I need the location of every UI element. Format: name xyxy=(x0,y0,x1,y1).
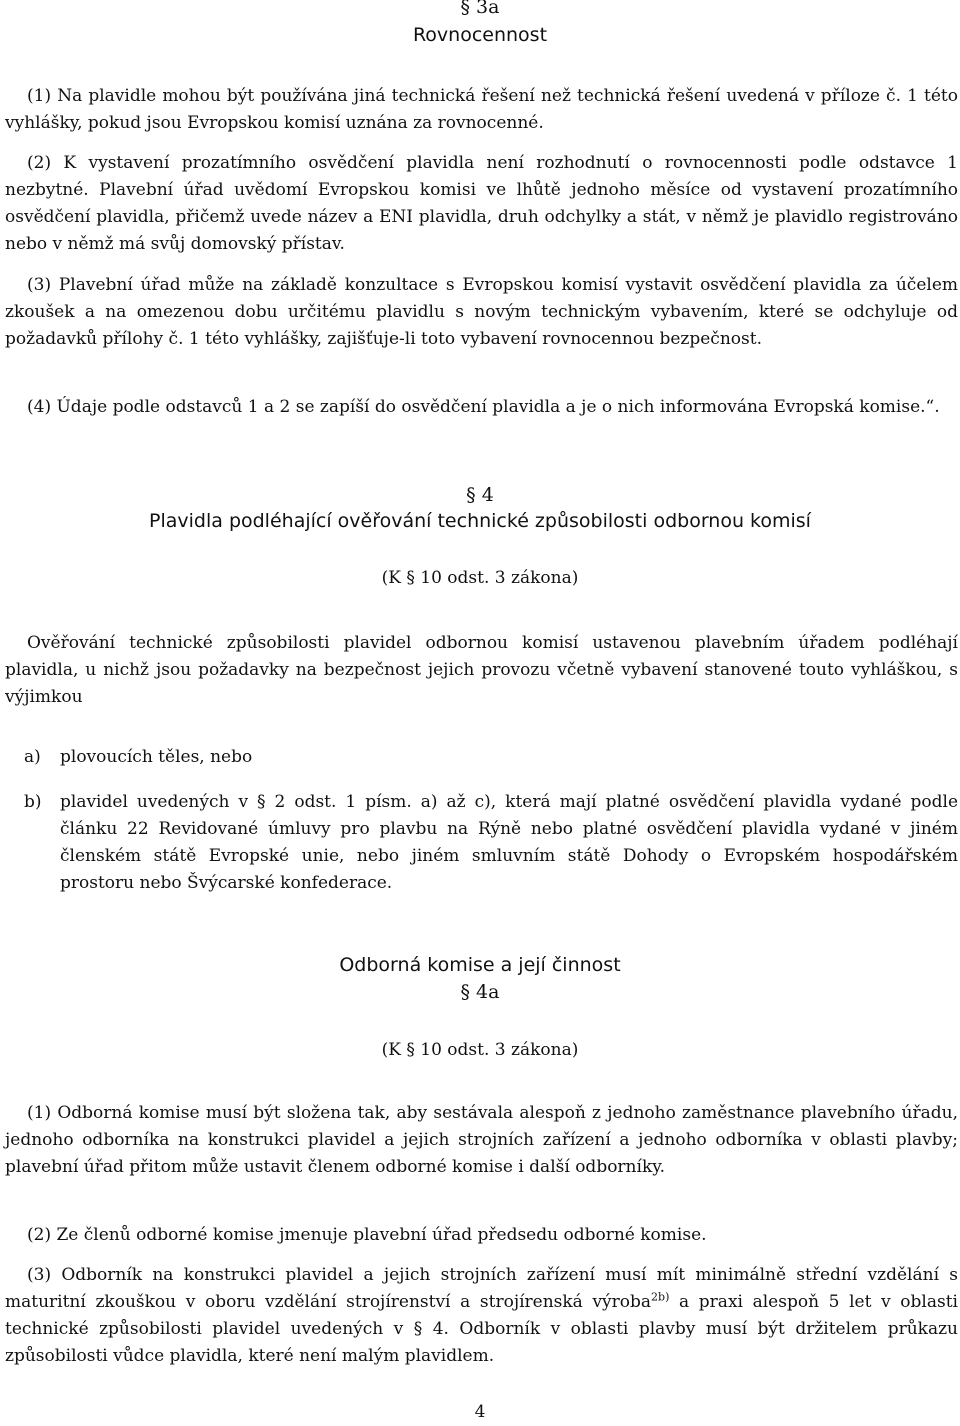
section-number-4: § 4 xyxy=(466,484,494,506)
list-item-text: plovoucích těles, nebo xyxy=(60,747,253,767)
paragraph-4a-3-part1: (3) Odborník na konstrukci plavidel a jejich strojních zařízení musí mít minimálně střední vzdělání s maturitní zkouškou v oboru vzdělání strojírenství a strojírenská výroba xyxy=(5,1265,958,1312)
list-item-b xyxy=(24,789,958,897)
paragraph-3a-4: (4) Údaje podle odstavců 1 a 2 se zapíší do osvědčení plavidla a je o nich informována Evropská komise.“. xyxy=(27,397,940,417)
page-number: 4 xyxy=(474,1402,486,1422)
list-item-a xyxy=(24,744,958,771)
list-item-text: plavidel uvedených v § 2 odst. 1 písm. a) až c), která mají platné osvědčení plavidla vydané podle článku 22 Revidované úmluvy pro plavbu na Rýně nebo platné osvědčení plavidla vydané v jiném členském státě Evropské unie, nebo jiném smluvním státě Dohody o Evropském hospodářském prostoru nebo Švýcarské konfederace. xyxy=(60,792,958,893)
list-item-label: a) xyxy=(24,747,41,767)
list-item-label: b) xyxy=(24,792,42,812)
section-title-3a: Rovnocennost xyxy=(412,24,548,46)
paragraph-4a-2: (2) Ze členů odborné komise jmenuje plavební úřad předsedu odborné komise. xyxy=(27,1225,707,1245)
paragraph-3a-3: (3) Plavební úřad může na základě konzultace s Evropskou komisí vystavit osvědčení plavidla za účelem zkoušek a na omezenou dobu určitému plavidlu s novým technickým vybavením, které se odchyluje od požadavků přílohy č. 1 této vyhlášky, zajišťuje-li toto vybavení rovnocennou bezpečnost. xyxy=(5,275,958,349)
paragraph-3a-2: (2) K vystavení prozatímního osvědčení plavidla není rozhodnutí o rovnocennosti podle odstavce 1 nezbytné. Plavební úřad uvědomí Evropskou komisi ve lhůtě jednoho měsíce od vystavení prozatímního osvědčení plavidla, přičemž uvede název a ENI plavidla, druh odchylky a stát, v němž je plavidlo registrováno nebo v němž má svůj domovský přístav. xyxy=(5,153,958,254)
paragraph-4-intro: Ověřování technické způsobilosti plavidel odbornou komisí ustavenou plavebním úřadem podléhají plavidla, u nichž jsou požadavky na bezpečnost jejich provozu včetně vybavení stanovené touto vyhláškou, s výjimkou xyxy=(5,633,958,707)
section-number-3a: § 3a xyxy=(460,0,500,18)
paragraph-3a-1: (1) Na plavidle mohou být používána jiná technická řešení než technická řešení uvedená v příloze č. 1 této vyhlášky, pokud jsou Evropskou komisí uznána za rovnocenné. xyxy=(5,86,958,133)
paragraph-4a-3-part2: a praxi alespoň 5 let v oblasti technické způsobilosti plavidel uvedených v § 4. Odborník v oblasti plavby musí být držitelem průkazu způsobilosti vůdce plavidla, které není malým plavidlem. xyxy=(5,1292,958,1366)
paragraph-4a-1: (1) Odborná komise musí být složena tak, aby sestávala alespoň z jednoho zaměstnance plavebního úřadu, jednoho odborníka na konstrukci plavidel a jejich strojních zařízení a jednoho odborníka v oblasti plavby; plavební úřad přitom může ustavit členem odborné komise i další odborníky. xyxy=(5,1103,958,1177)
section-title-4a: Odborná komise a její činnost xyxy=(339,954,621,976)
footnote-reference[interactable]: 2b) xyxy=(651,1290,670,1304)
paragraph-4a-3 xyxy=(5,1262,958,1370)
section-number-4a: § 4a xyxy=(460,981,500,1003)
section-title-4: Plavidla podléhající ověřování technické způsobilosti odbornou komisí xyxy=(149,510,811,532)
section-reference-4a: (K § 10 odst. 3 zákona) xyxy=(381,1040,579,1060)
section-reference-4: (K § 10 odst. 3 zákona) xyxy=(381,568,579,588)
